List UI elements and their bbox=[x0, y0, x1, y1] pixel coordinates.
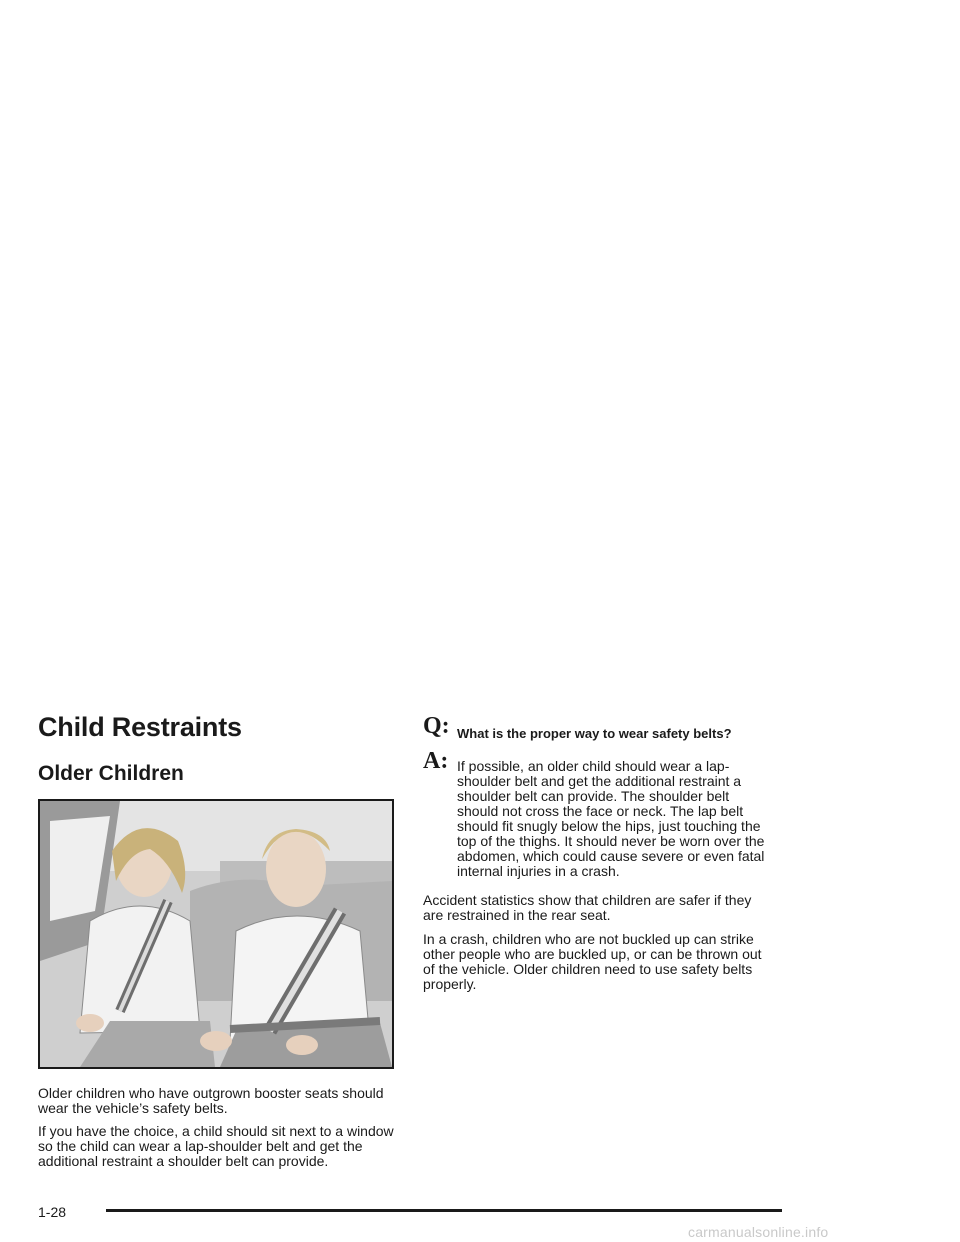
left-paragraph-2: If you have the choice, a child should sit next to a window so the child can wear a lap-shoulder belt and get the additional restraint a shoulder belt can provide. bbox=[38, 1123, 394, 1169]
question-letter: Q: bbox=[423, 713, 450, 739]
footer-rule bbox=[106, 1209, 782, 1212]
section-subtitle: Older Children bbox=[38, 762, 184, 785]
left-paragraph-1: Older children who have outgrown booster seats should wear the vehicle’s safety belts. bbox=[38, 1085, 384, 1116]
answer-text: If possible, an older child should wear a lap-shoulder belt and get the additional restraint a shoulder belt can provide. The shoulder belt should not cross the face or neck. The lap belt should fit snugly below the hips, just touching the top of the thighs. It should never be worn over the abdomen, which could cause severe or even fatal internal injuries in a crash. bbox=[457, 758, 765, 879]
section-title: Child Restraints bbox=[38, 712, 242, 742]
children-seatbelt-illustration bbox=[38, 799, 394, 1069]
right-paragraph-2: In a crash, children who are not buckled up can strike other people who are buckled up, or can be thrown out of the vehicle. Older children need to use safety belts properly. bbox=[423, 931, 762, 992]
watermark: carmanualsonline.info bbox=[688, 1224, 829, 1240]
question-text: What is the proper way to wear safety belts? bbox=[457, 726, 732, 741]
page-number: 1-28 bbox=[38, 1204, 67, 1220]
answer-letter: A: bbox=[423, 748, 449, 774]
right-paragraph-1: Accident statistics show that children are safer if they are restrained in the rear seat. bbox=[423, 892, 752, 923]
